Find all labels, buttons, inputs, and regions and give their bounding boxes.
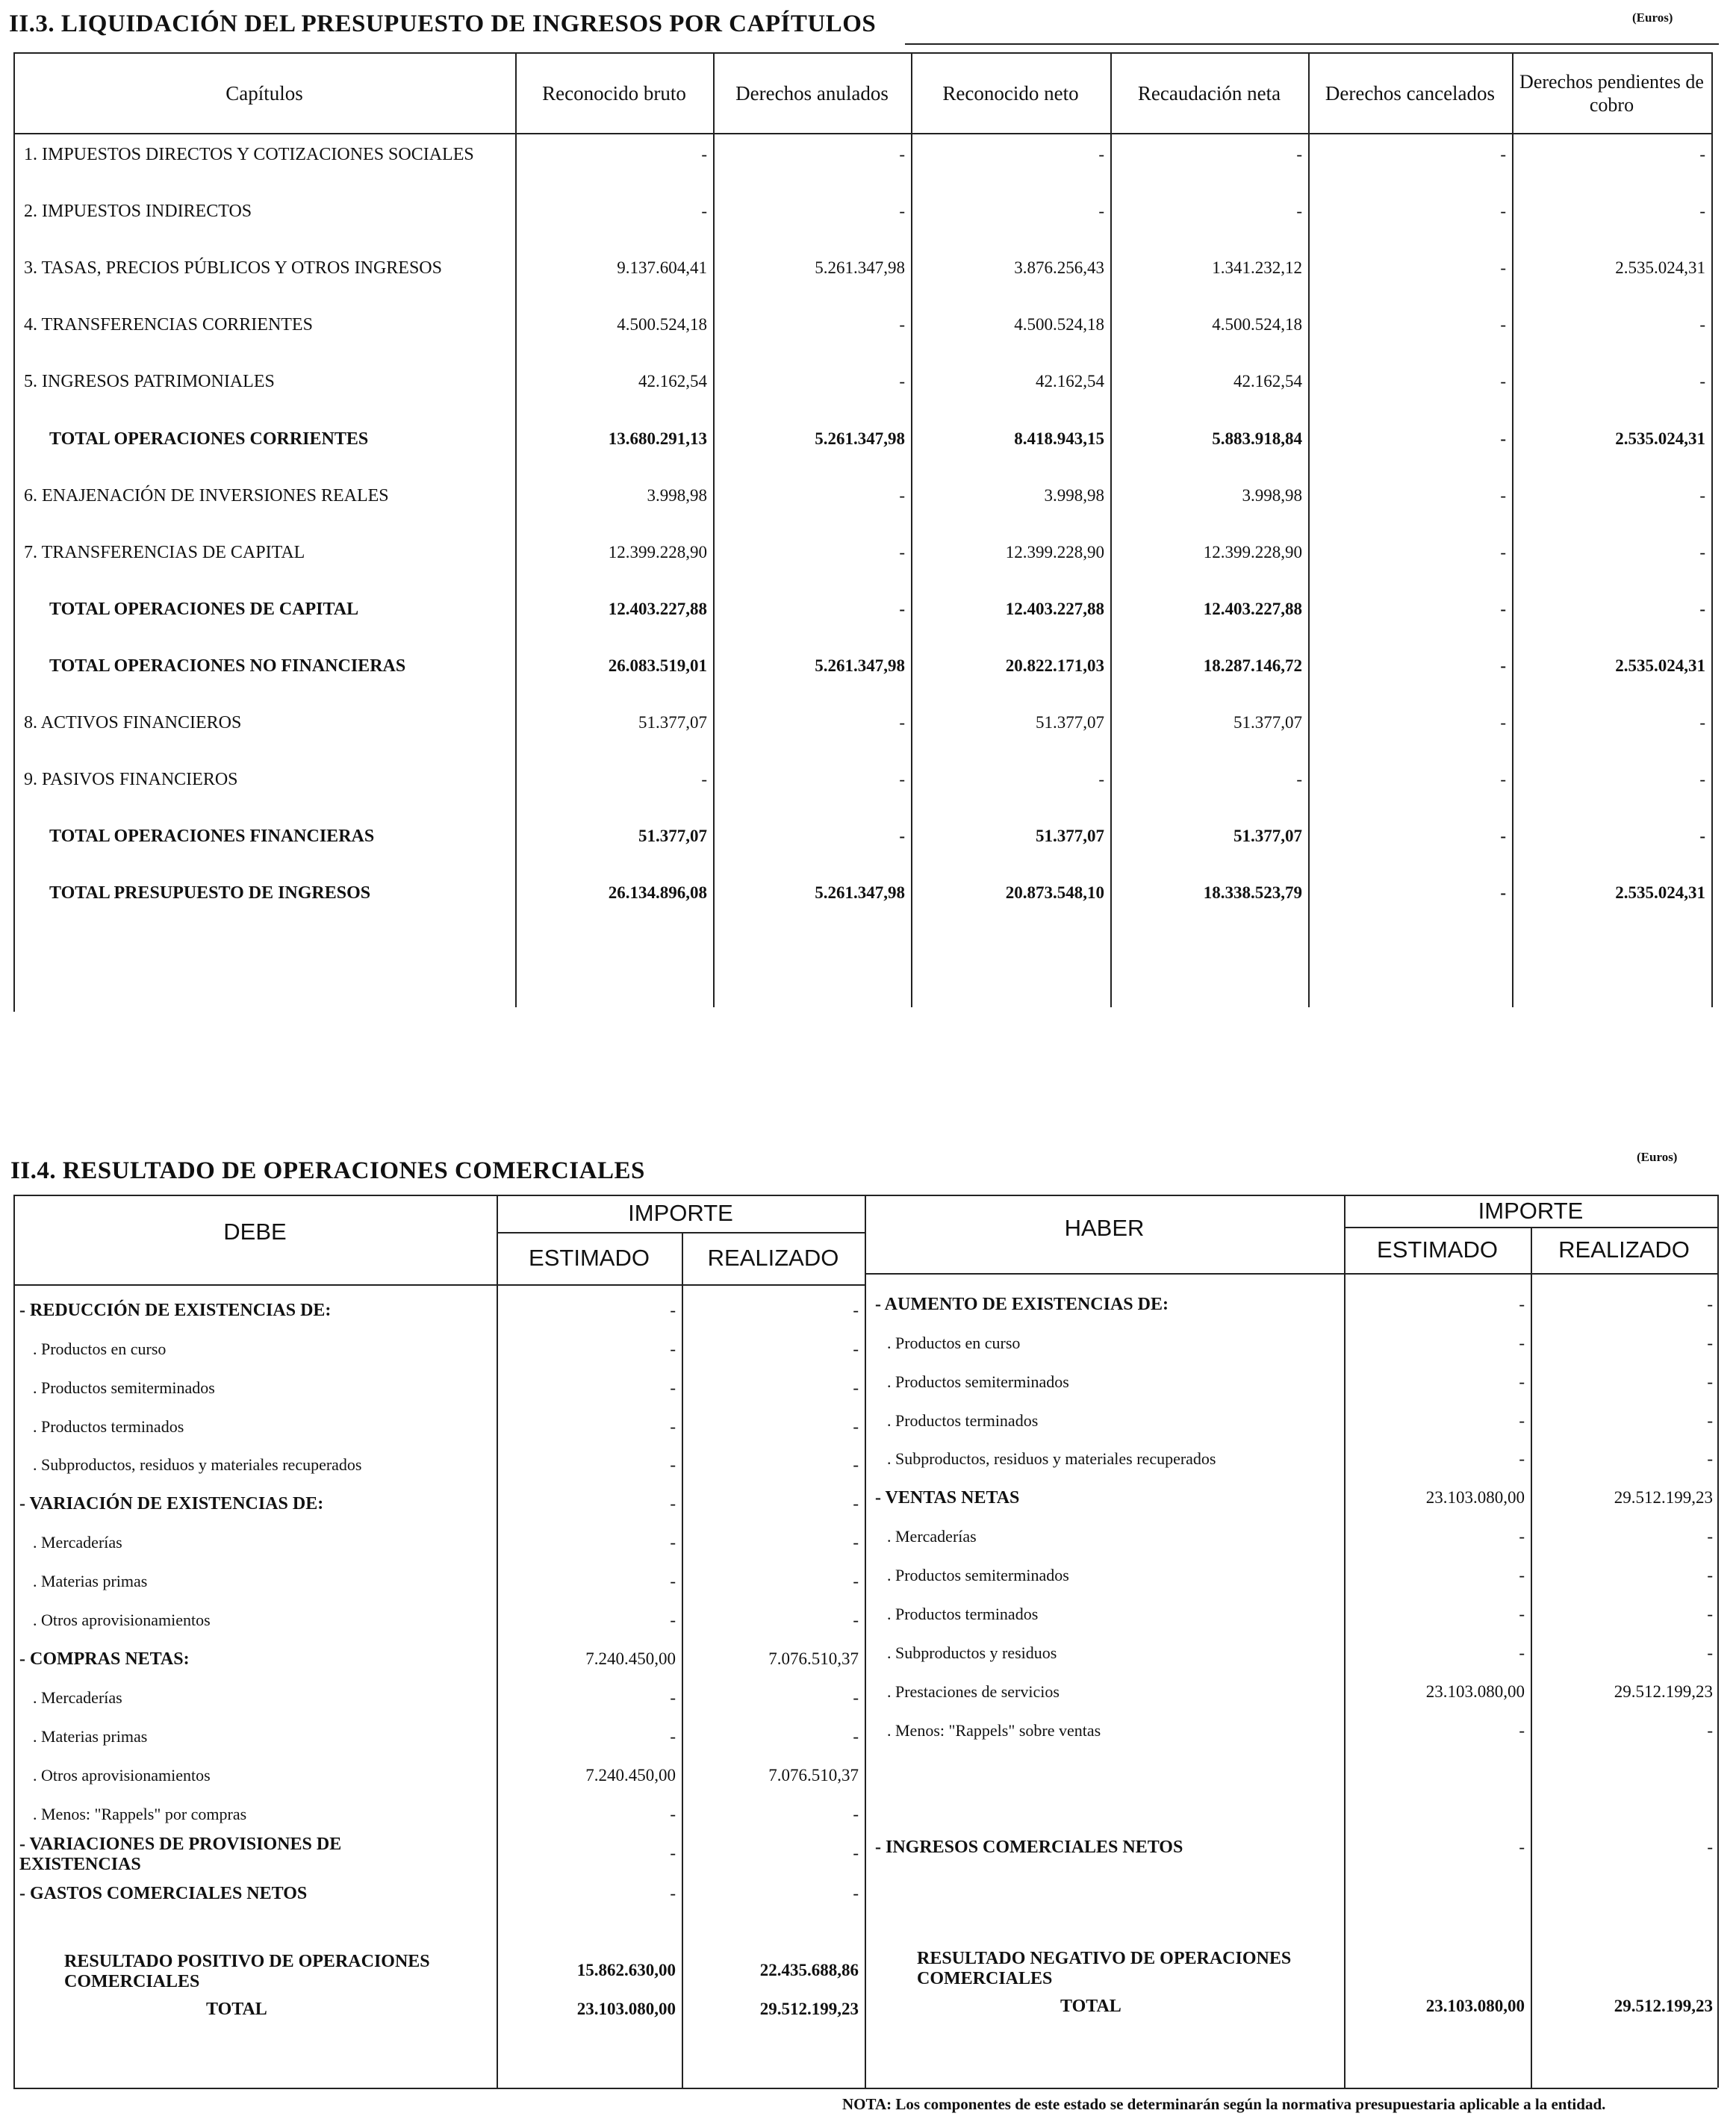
haber-realizado: 29.512.199,23 [1614, 1682, 1713, 1701]
debe-row-label: . Productos en curso [33, 1340, 167, 1358]
t4-column-border [1717, 1195, 1719, 2088]
haber-row-label: . Productos terminados [887, 1411, 1039, 1430]
section-3-title-rule [905, 43, 1719, 45]
header-recaudacion-neta: Recaudación neta [1137, 81, 1281, 105]
header-derechos-pendientes: Derechos pendientes de cobro [1519, 71, 1704, 116]
row-value: 9.137.604,41 [617, 258, 707, 278]
haber-row-label: . Productos semiterminados [887, 1566, 1069, 1584]
row-value: - [1500, 883, 1506, 903]
row-value: 18.338.523,79 [1203, 883, 1302, 903]
header-estimado-right: ESTIMADO [1377, 1236, 1498, 1263]
haber-row-label: RESULTADO NEGATIVO DE OPERACIONES COMERCIALES [917, 1949, 1292, 1988]
haber-realizado: - [1707, 1527, 1713, 1546]
row-value: - [1699, 827, 1705, 846]
row-value: - [1296, 770, 1302, 789]
t4-column-border [1531, 1227, 1532, 2088]
row-value: 51.377,07 [638, 713, 707, 732]
debe-realizado: - [853, 1572, 859, 1590]
t4-column-border [497, 1195, 498, 2088]
section-3-units: (Euros) [1632, 10, 1673, 25]
row-value: 2.535.024,31 [1615, 258, 1705, 278]
row-value: 2.535.024,31 [1615, 429, 1705, 448]
haber-realizado: - [1707, 1334, 1713, 1352]
header-realizado-left: REALIZADO [707, 1245, 839, 1271]
row-value: 12.403.227,88 [608, 599, 707, 618]
debe-row-label: . Menos: "Rappels" por compras [33, 1805, 247, 1823]
haber-row-label: - VENTAS NETAS [875, 1488, 1020, 1508]
row-label: 3. TASAS, PRECIOS PÚBLICOS Y OTROS INGRESOS [24, 258, 442, 279]
haber-realizado: - [1707, 1643, 1713, 1662]
footnote: NOTA: Los componentes de este estado se determinarán según la normativa presupuestaria aplicable a la entidad. [842, 2095, 1606, 2113]
haber-estimado: 23.103.080,00 [1425, 1488, 1525, 1507]
debe-realizado: - [853, 1844, 859, 1862]
row-value: - [1699, 542, 1705, 561]
row-value: - [1098, 145, 1104, 164]
row-label: 2. IMPUESTOS INDIRECTOS [24, 202, 252, 222]
haber-estimado: - [1519, 1295, 1525, 1313]
row-value: - [1699, 599, 1705, 618]
haber-realizado: - [1707, 1411, 1713, 1430]
debe-row-label: . Materias primas [33, 1572, 148, 1590]
row-value: - [1500, 429, 1506, 448]
haber-estimado: - [1519, 1838, 1525, 1856]
row-value: - [1296, 202, 1302, 221]
haber-estimado: - [1519, 1449, 1525, 1468]
haber-estimado: - [1519, 1605, 1525, 1623]
row-label: TOTAL OPERACIONES CORRIENTES [49, 429, 369, 449]
t3-column-border [1512, 52, 1513, 1007]
debe-estimado: - [670, 1844, 676, 1862]
t3-column-border [515, 52, 517, 1007]
debe-estimado: - [670, 1455, 676, 1474]
t3-column-border [1711, 52, 1713, 1007]
row-value: 18.287.146,72 [1203, 656, 1302, 675]
row-value: - [1500, 542, 1506, 561]
haber-estimado: 23.103.080,00 [1425, 1997, 1525, 2015]
row-value: - [1500, 145, 1506, 164]
haber-row-label: . Subproductos y residuos [887, 1643, 1057, 1662]
row-value: 51.377,07 [638, 827, 707, 846]
haber-row-label: . Prestaciones de servicios [887, 1682, 1060, 1701]
haber-realizado: - [1707, 1721, 1713, 1740]
row-value: 5.261.347,98 [815, 883, 905, 903]
row-label: 7. TRANSFERENCIAS DE CAPITAL [24, 542, 305, 562]
row-value: 51.377,07 [1036, 713, 1104, 732]
row-value: 12.399.228,90 [1203, 542, 1302, 561]
debe-estimado: - [670, 1611, 676, 1629]
row-label: TOTAL OPERACIONES NO FINANCIERAS [49, 656, 406, 676]
haber-realizado: - [1707, 1605, 1713, 1623]
haber-realizado: - [1707, 1566, 1713, 1584]
row-label: 4. TRANSFERENCIAS CORRIENTES [24, 315, 313, 335]
header-debe: DEBE [223, 1219, 287, 1245]
debe-estimado: - [670, 1378, 676, 1397]
row-value: 3.998,98 [647, 485, 707, 505]
row-value: 5.261.347,98 [815, 429, 905, 448]
header-derechos-anulados: Derechos anulados [735, 81, 889, 105]
header-importe-left: IMPORTE [628, 1200, 733, 1226]
row-value: 5.261.347,98 [815, 656, 905, 675]
t3-column-border [713, 52, 715, 1007]
t4-column-border [682, 1232, 683, 2088]
row-value: 51.377,07 [1036, 827, 1104, 846]
debe-realizado: - [853, 1727, 859, 1746]
header-reconocido-bruto: Reconocido bruto [542, 81, 686, 105]
haber-estimado: - [1519, 1334, 1525, 1352]
row-value: - [701, 202, 707, 221]
haber-realizado: - [1707, 1838, 1713, 1856]
row-value: - [899, 542, 905, 561]
debe-realizado: - [853, 1455, 859, 1474]
debe-estimado: - [670, 1884, 676, 1903]
debe-realizado: - [853, 1884, 859, 1903]
debe-realizado: 7.076.510,37 [768, 1766, 859, 1785]
debe-row-label: - COMPRAS NETAS: [19, 1649, 190, 1669]
row-value: 12.399.228,90 [1005, 542, 1104, 561]
row-value: 3.998,98 [1044, 485, 1104, 505]
t3-column-border [1110, 52, 1112, 1007]
t3-top-border [13, 52, 1711, 54]
debe-estimado: - [670, 1533, 676, 1552]
haber-realizado: - [1707, 1295, 1713, 1313]
haber-estimado: - [1519, 1527, 1525, 1546]
debe-row-label: TOTAL [206, 2000, 267, 2019]
row-value: 51.377,07 [1233, 827, 1302, 846]
row-value: 4.500.524,18 [1212, 315, 1302, 335]
debe-realizado: - [853, 1611, 859, 1629]
t3-column-border [1308, 52, 1310, 1007]
row-value: - [1699, 202, 1705, 221]
debe-estimado: - [670, 1805, 676, 1823]
t4-header-divider-left [13, 1284, 865, 1286]
debe-estimado: 15.862.630,00 [576, 1961, 676, 1979]
debe-estimado: 7.240.450,00 [585, 1766, 676, 1785]
row-value: 4.500.524,18 [617, 315, 707, 335]
row-label: 6. ENAJENACIÓN DE INVERSIONES REALES [24, 485, 389, 505]
row-value: 5.883.918,84 [1212, 429, 1302, 448]
row-value: 20.873.548,10 [1005, 883, 1104, 903]
header-reconocido-neto: Reconocido neto [942, 81, 1079, 105]
row-value: - [1296, 145, 1302, 164]
debe-realizado: - [853, 1533, 859, 1552]
row-value: - [1500, 827, 1506, 846]
row-value: 42.162,54 [1233, 372, 1302, 391]
row-value: - [1500, 770, 1506, 789]
haber-row-label: . Productos en curso [887, 1334, 1021, 1352]
debe-row-label: . Subproductos, residuos y materiales recuperados [33, 1455, 362, 1474]
row-value: - [1500, 315, 1506, 335]
haber-row-label: . Productos terminados [887, 1605, 1039, 1623]
row-value: 13.680.291,13 [608, 429, 707, 448]
row-value: 2.535.024,31 [1615, 883, 1705, 903]
haber-estimado: - [1519, 1566, 1525, 1584]
debe-row-label: . Productos terminados [33, 1417, 184, 1436]
row-label: TOTAL OPERACIONES FINANCIERAS [49, 827, 375, 847]
row-value: - [1500, 258, 1506, 278]
haber-row-label: - AUMENTO DE EXISTENCIAS DE: [875, 1295, 1169, 1314]
row-value: 20.822.171,03 [1005, 656, 1104, 675]
t4-bottom-border [13, 2088, 1717, 2089]
debe-realizado: - [853, 1688, 859, 1707]
row-value: - [899, 770, 905, 789]
row-label: 8. ACTIVOS FINANCIEROS [24, 713, 242, 732]
debe-row-label: . Otros aprovisionamientos [33, 1611, 211, 1629]
row-label: 9. PASIVOS FINANCIEROS [24, 770, 238, 790]
haber-estimado: - [1519, 1411, 1525, 1430]
row-value: - [899, 599, 905, 618]
header-derechos-cancelados: Derechos cancelados [1325, 81, 1496, 105]
section-4-units: (Euros) [1637, 1150, 1678, 1164]
header-realizado-right: REALIZADO [1558, 1236, 1690, 1263]
t4-column-border [865, 1195, 866, 2088]
row-value: 12.403.227,88 [1203, 599, 1302, 618]
debe-row-label: . Otros aprovisionamientos [33, 1766, 211, 1785]
debe-estimado: 23.103.080,00 [576, 2000, 676, 2018]
debe-estimado: - [670, 1340, 676, 1358]
debe-estimado: - [670, 1494, 676, 1513]
row-value: - [1500, 485, 1506, 505]
row-value: 3.998,98 [1242, 485, 1302, 505]
row-value: - [899, 202, 905, 221]
haber-estimado: 23.103.080,00 [1425, 1682, 1525, 1701]
haber-row-label: . Mercaderías [887, 1527, 977, 1546]
row-value: - [899, 145, 905, 164]
row-value: 3.876.256,43 [1014, 258, 1104, 278]
debe-realizado: 22.435.688,86 [759, 1961, 859, 1979]
debe-estimado: - [670, 1688, 676, 1707]
haber-estimado: - [1519, 1372, 1525, 1391]
row-value: - [899, 485, 905, 505]
haber-row-label: . Productos semiterminados [887, 1372, 1069, 1391]
debe-row-label: . Productos semiterminados [33, 1378, 215, 1397]
debe-realizado: - [853, 1340, 859, 1358]
row-value: 12.403.227,88 [1005, 599, 1104, 618]
header-estimado-left: ESTIMADO [529, 1245, 650, 1271]
t4-column-border [1344, 1195, 1345, 2088]
row-value: - [1098, 770, 1104, 789]
row-value: 4.500.524,18 [1014, 315, 1104, 335]
haber-row-label: . Subproductos, residuos y materiales recuperados [887, 1449, 1216, 1468]
header-importe-right: IMPORTE [1478, 1197, 1584, 1224]
row-value: 1.341.232,12 [1212, 258, 1302, 278]
row-value: - [1699, 372, 1705, 391]
row-label: 5. INGRESOS PATRIMONIALES [24, 372, 275, 392]
row-value: - [1699, 485, 1705, 505]
haber-estimado: - [1519, 1721, 1525, 1740]
debe-estimado: 7.240.450,00 [585, 1649, 676, 1668]
debe-estimado: - [670, 1727, 676, 1746]
row-value: - [1500, 599, 1506, 618]
row-value: - [1699, 315, 1705, 335]
row-value: 42.162,54 [638, 372, 707, 391]
row-value: - [1500, 656, 1506, 675]
row-value: - [1699, 713, 1705, 732]
debe-estimado: - [670, 1301, 676, 1319]
row-value: - [899, 713, 905, 732]
t3-column-border [13, 52, 15, 1012]
debe-row-label: - VARIACIONES DE PROVISIONES DE EXISTENCIAS [19, 1835, 342, 1874]
debe-realizado: - [853, 1301, 859, 1319]
t4-header-divider-right [865, 1273, 1717, 1275]
debe-row-label: RESULTADO POSITIVO DE OPERACIONES COMERCIALES [64, 1952, 430, 1991]
debe-row-label: - REDUCCIÓN DE EXISTENCIAS DE: [19, 1301, 332, 1320]
row-value: 5.261.347,98 [815, 258, 905, 278]
row-value: 12.399.228,90 [608, 542, 707, 561]
row-label: TOTAL PRESUPUESTO DE INGRESOS [49, 883, 371, 903]
row-label: 1. IMPUESTOS DIRECTOS Y COTIZACIONES SOCIALES [24, 145, 474, 164]
haber-realizado: 29.512.199,23 [1614, 1997, 1713, 2015]
debe-row-label: . Materias primas [33, 1727, 148, 1746]
row-value: - [1699, 145, 1705, 164]
debe-realizado: 29.512.199,23 [759, 2000, 859, 2018]
debe-estimado: - [670, 1417, 676, 1436]
debe-estimado: - [670, 1572, 676, 1590]
row-value: 8.418.943,15 [1014, 429, 1104, 448]
debe-realizado: 7.076.510,37 [768, 1649, 859, 1668]
row-value: - [1699, 770, 1705, 789]
row-value: 51.377,07 [1233, 713, 1302, 732]
row-value: 2.535.024,31 [1615, 656, 1705, 675]
row-value: 42.162,54 [1036, 372, 1104, 391]
row-value: 26.083.519,01 [608, 656, 707, 675]
haber-realizado: - [1707, 1372, 1713, 1391]
row-label: TOTAL OPERACIONES DE CAPITAL [49, 599, 359, 619]
row-value: - [899, 315, 905, 335]
debe-row-label: - GASTOS COMERCIALES NETOS [19, 1884, 308, 1903]
debe-realizado: - [853, 1805, 859, 1823]
row-value: - [1500, 202, 1506, 221]
section-4-title: II.4. RESULTADO DE OPERACIONES COMERCIALES [10, 1157, 645, 1184]
haber-realizado: - [1707, 1449, 1713, 1468]
t4-column-border [13, 1195, 15, 2088]
haber-realizado: 29.512.199,23 [1614, 1488, 1713, 1507]
row-value: - [1098, 202, 1104, 221]
header-haber: HABER [1064, 1214, 1145, 1241]
header-capitulos: Capítulos [225, 81, 303, 105]
row-value: - [701, 145, 707, 164]
debe-realizado: - [853, 1494, 859, 1513]
haber-row-label: . Menos: "Rappels" sobre ventas [887, 1721, 1101, 1740]
debe-realizado: - [853, 1417, 859, 1436]
haber-row-label: TOTAL [1060, 1997, 1121, 2016]
row-value: - [899, 827, 905, 846]
t3-column-border [911, 52, 912, 1007]
row-value: - [1500, 372, 1506, 391]
row-value: - [701, 770, 707, 789]
haber-row-label: - INGRESOS COMERCIALES NETOS [875, 1838, 1183, 1857]
t3-header-divider [13, 133, 1711, 134]
row-value: - [899, 372, 905, 391]
row-value: 26.134.896,08 [608, 883, 707, 903]
debe-realizado: - [853, 1378, 859, 1397]
section-3-title: II.3. LIQUIDACIÓN DEL PRESUPUESTO DE INGRESOS POR CAPÍTULOS [9, 10, 877, 37]
row-value: - [1500, 713, 1506, 732]
debe-row-label: . Mercaderías [33, 1688, 122, 1707]
debe-row-label: . Mercaderías [33, 1533, 122, 1552]
haber-estimado: - [1519, 1643, 1525, 1662]
debe-row-label: - VARIACIÓN DE EXISTENCIAS DE: [19, 1494, 324, 1513]
